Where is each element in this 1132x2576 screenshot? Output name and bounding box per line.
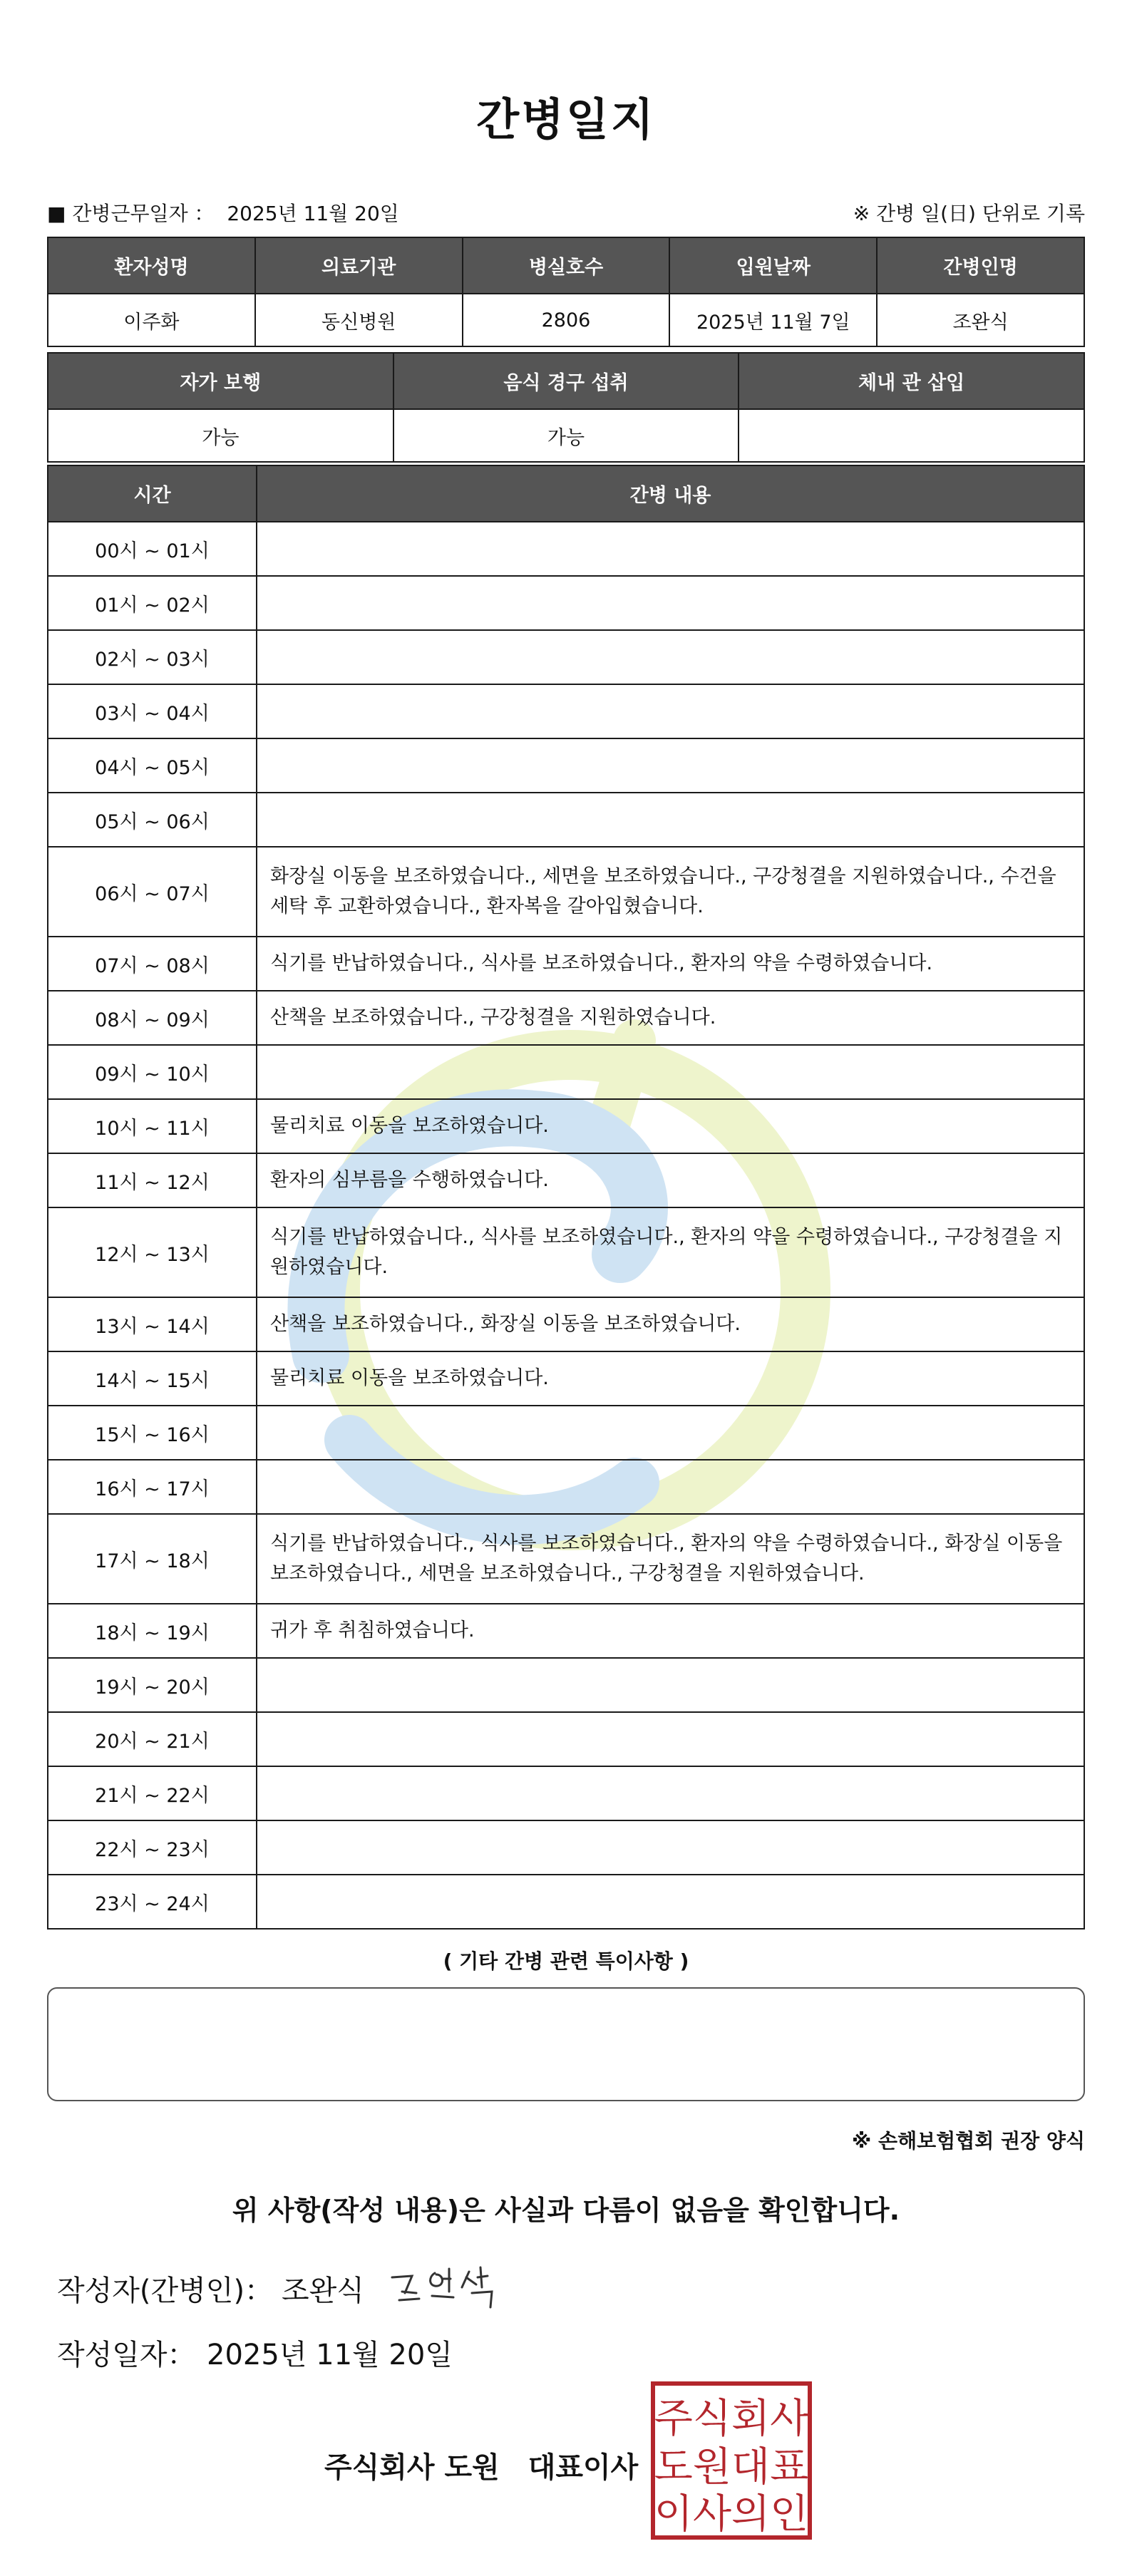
table-row — [48, 1406, 1084, 1460]
table-row — [48, 1658, 1084, 1712]
table-row — [48, 1766, 1084, 1820]
time-cell: 06시 ~ 07시 — [48, 847, 257, 937]
company-seal — [650, 2381, 813, 2540]
writer-label: 작성자(간병인)： — [57, 2274, 274, 2307]
table-row — [48, 738, 1084, 793]
table-row — [48, 1099, 1084, 1153]
oral-intake-value: 가능 — [393, 409, 739, 462]
table-row — [48, 1153, 1084, 1207]
care-content-cell — [257, 1712, 1084, 1766]
work-date-value: 2025년 11월 20일 — [227, 202, 399, 225]
table-row — [48, 1297, 1084, 1351]
care-content-cell — [257, 793, 1084, 847]
writer-name: 조완식 — [282, 2274, 364, 2307]
care-content-cell — [257, 1875, 1084, 1929]
time-cell: 23시 ~ 24시 — [48, 1875, 257, 1929]
care-content-cell — [257, 1658, 1084, 1712]
recommended-form-note: ※ 손해보험협회 권장 양식 — [852, 2129, 1085, 2153]
care-content-cell — [257, 630, 1084, 684]
time-cell: 01시 ~ 02시 — [48, 576, 257, 630]
time-cell: 13시 ~ 14시 — [48, 1297, 257, 1351]
time-column-header: 시간 — [48, 465, 257, 522]
table-row — [48, 576, 1084, 630]
company-representative: 주식회사 도원 대표이사 — [324, 2451, 639, 2484]
care-content-cell — [257, 1045, 1084, 1099]
table-row — [48, 847, 1084, 937]
tube-insertion-value — [739, 409, 1084, 462]
care-content-cell — [257, 1460, 1084, 1514]
time-cell: 03시 ~ 04시 — [48, 684, 257, 738]
time-cell: 20시 ~ 21시 — [48, 1712, 257, 1766]
care-content-cell: 물리치료 이동을 보조하였습니다. — [257, 1351, 1084, 1406]
confirmation-statement: 위 사항(작성 내용)은 사실과 다름이 없음을 확인합니다. — [232, 2195, 900, 2226]
info-header: 환자성명 — [48, 237, 255, 294]
table-row — [48, 793, 1084, 847]
svg-text:이사의인: 이사의인 — [654, 2491, 809, 2538]
care-content-cell: 환자의 심부름을 수행하였습니다. — [257, 1153, 1084, 1207]
status-header: 자가 보행 — [48, 353, 393, 409]
time-cell: 14시 ~ 15시 — [48, 1351, 257, 1406]
table-row — [48, 630, 1084, 684]
notes-title: ( 기타 간병 관련 특이사항 ) — [443, 1949, 689, 1973]
notes-box — [47, 1987, 1085, 2101]
time-cell: 19시 ~ 20시 — [48, 1658, 257, 1712]
hospital-name: 동신병원 — [255, 294, 463, 346]
svg-text:도원대표: 도원대표 — [654, 2444, 809, 2490]
time-cell: 10시 ~ 11시 — [48, 1099, 257, 1153]
care-content-cell — [257, 684, 1084, 738]
time-cell: 02시 ~ 03시 — [48, 630, 257, 684]
care-content-cell: 화장실 이동을 보조하였습니다., 세면을 보조하였습니다., 구강청결을 지원하였습니다., 수건을 세탁 후 교환하였습니다., 환자복을 갈아입혔습니다. — [257, 847, 1084, 937]
care-content-cell — [257, 1406, 1084, 1460]
time-cell: 18시 ~ 19시 — [48, 1604, 257, 1658]
table-row — [48, 1207, 1084, 1297]
care-content-cell: 산책을 보조하였습니다., 구강청결을 지원하였습니다. — [257, 991, 1084, 1045]
caregiver-name: 조완식 — [877, 294, 1084, 346]
table-row — [48, 1604, 1084, 1658]
time-cell: 17시 ~ 18시 — [48, 1514, 257, 1604]
care-content-cell — [257, 1766, 1084, 1820]
time-cell: 16시 ~ 17시 — [48, 1460, 257, 1514]
content-column-header: 간병 내용 — [257, 465, 1084, 522]
time-cell: 15시 ~ 16시 — [48, 1406, 257, 1460]
time-cell: 22시 ~ 23시 — [48, 1820, 257, 1875]
room-number: 2806 — [463, 294, 670, 346]
time-cell: 09시 ~ 10시 — [48, 1045, 257, 1099]
status-header: 음식 경구 섭취 — [393, 353, 739, 409]
care-content-cell: 귀가 후 취침하였습니다. — [257, 1604, 1084, 1658]
time-cell: 12시 ~ 13시 — [48, 1207, 257, 1297]
patient-info-table — [47, 237, 1085, 347]
table-row — [48, 1712, 1084, 1766]
self-walking-value: 가능 — [48, 409, 393, 462]
unit-note: ※ 간병 일(日) 단위로 기록 — [853, 202, 1085, 225]
care-content-cell: 식기를 반납하였습니다., 식사를 보조하였습니다., 환자의 약을 수령하였습니다., 구강청결을 지원하였습니다. — [257, 1207, 1084, 1297]
table-row — [48, 684, 1084, 738]
care-content-cell: 식기를 반납하였습니다., 식사를 보조하였습니다., 환자의 약을 수령하였습니다. — [257, 937, 1084, 991]
work-date-label: ■ 간병근무일자 ： — [47, 202, 215, 225]
table-row — [48, 1875, 1084, 1929]
status-header: 체내 관 삽입 — [739, 353, 1084, 409]
time-cell: 07시 ~ 08시 — [48, 937, 257, 991]
time-cell: 11시 ~ 12시 — [48, 1153, 257, 1207]
table-row — [48, 1045, 1084, 1099]
table-row — [48, 937, 1084, 991]
info-header: 의료기관 — [255, 237, 463, 294]
table-row — [48, 991, 1084, 1045]
info-header: 간병인명 — [877, 237, 1084, 294]
time-cell: 05시 ~ 06시 — [48, 793, 257, 847]
table-row — [48, 1820, 1084, 1875]
svg-text:주식회사: 주식회사 — [654, 2396, 809, 2442]
care-content-cell — [257, 576, 1084, 630]
patient-status-table — [47, 352, 1085, 463]
work-date-line — [47, 198, 399, 227]
info-header: 입원날짜 — [669, 237, 877, 294]
written-date-label: 작성일자： — [57, 2339, 196, 2371]
care-content-cell — [257, 522, 1084, 576]
info-header: 병실호수 — [463, 237, 670, 294]
care-content-cell — [257, 1820, 1084, 1875]
time-cell: 04시 ~ 05시 — [48, 738, 257, 793]
written-date: 2025년 11월 20일 — [207, 2339, 453, 2371]
table-row — [48, 1351, 1084, 1406]
care-log-table — [47, 465, 1085, 1930]
signature — [385, 2256, 520, 2313]
time-cell: 21시 ~ 22시 — [48, 1766, 257, 1820]
document-title: 간병일지 — [476, 93, 656, 145]
admission-date: 2025년 11월 7일 — [669, 294, 877, 346]
patient-name: 이주화 — [48, 294, 255, 346]
time-cell: 08시 ~ 09시 — [48, 991, 257, 1045]
care-content-cell — [257, 738, 1084, 793]
care-content-cell: 물리치료 이동을 보조하였습니다. — [257, 1099, 1084, 1153]
care-content-cell: 식기를 반납하였습니다., 식사를 보조하였습니다., 환자의 약을 수령하였습니다., 화장실 이동을 보조하였습니다., 세면을 보조하였습니다., 구강청결을 지원하였습니다. — [257, 1514, 1084, 1604]
table-row — [48, 1514, 1084, 1604]
table-row — [48, 1460, 1084, 1514]
table-row — [48, 522, 1084, 576]
time-cell: 00시 ~ 01시 — [48, 522, 257, 576]
care-content-cell: 산책을 보조하였습니다., 화장실 이동을 보조하였습니다. — [257, 1297, 1084, 1351]
